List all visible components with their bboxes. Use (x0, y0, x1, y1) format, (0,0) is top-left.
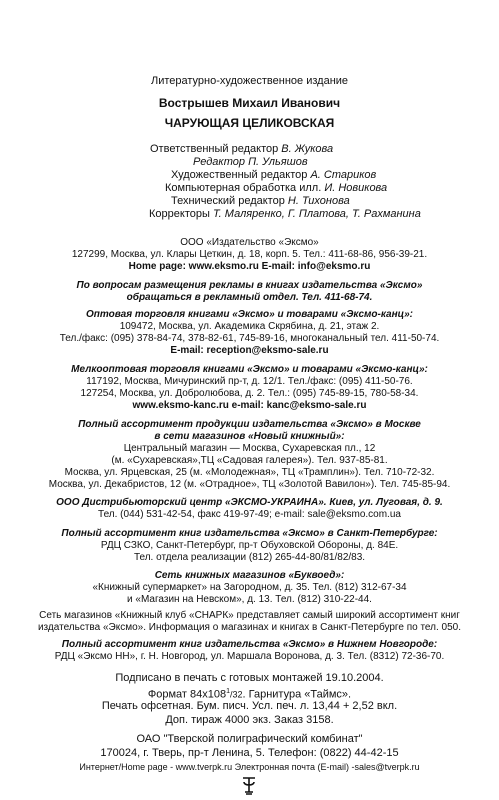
small-wholesale-heading: Мелкооптовая торговля книгами «Эксмо» и товарами «Эксмо-канц»: (71, 364, 428, 375)
ukraine-line-1: ООО Дистрибьюторский центр «ЭКСМО-УКРАИНА». Киев, ул. Луговая, д. 9. (56, 497, 443, 508)
nnovgorod-line-1: РДЦ «Эксмо НН», г. Н. Новгород, ул. Маршала Воронова, д. 3. Тел. (8312) 72-36-70. (54, 651, 445, 662)
print-signed: Подписано в печать с готовых монтажей 19.10.2004. (115, 672, 384, 684)
ukraine-line-2: Тел. (044) 531-42-54, факс 419-97-49; e-mail: sale@eksmo.com.ua (98, 509, 401, 520)
publisher-name: ООО «Издательство «Эксмо» (180, 237, 319, 248)
credit-image-processing: Компьютерная обработка илл. И. Новикова (165, 182, 388, 194)
spb-line-1: РДЦ СЗКО, Санкт-Петербург, пр-т Обуховской Обороны, д. 84Е. (100, 540, 399, 551)
printer-web: Интернет/Home page - www.tverpk.ru Электронная почта (E-mail) -sales@tverpk.ru (79, 762, 420, 772)
novy-knizhny-line-2: (м. «Сухаревская»,ТЦ «Садовая галерея»). Тел. 937-85-81. (111, 455, 388, 466)
bukvoed-heading: Сеть книжных магазинов «Буквоед»: (154, 570, 345, 581)
print-format: Формат $84х108^1/32$. Гарнитура «Таймс». (147, 688, 352, 701)
credit-editor: Редактор П. Ульяшов (193, 156, 308, 168)
wholesale-email: E-mail: reception@eksmo-sale.ru (170, 345, 329, 356)
novy-knizhny-line-1: Центральный магазин — Москва, Сухаревская пл., 12 (123, 443, 376, 454)
print-run: Доп. тираж 4000 экз. Заказ 3158. (165, 714, 334, 726)
advert-line-2: обращаться в рекламный отдел. Тел. 411-68-74. (126, 292, 373, 303)
wholesale-heading: Оптовая торговля книгами «Эксмо» и товарами «Эксмо-канц»: (85, 309, 414, 320)
publisher-web: Home page: www.eksmo.ru E-mail: info@eksmo.ru (128, 261, 371, 272)
bukvoed-line-2: и «Магазин на Невском», д. 13. Тел. (812) 310-22-44. (127, 594, 372, 605)
novy-knizhny-line-3: Москва, ул. Ярцевская, 25 (м. «Молодежная», ТЦ «Трамплин»). Тел. 710-72-32. (64, 467, 435, 478)
book-title: ЧАРУЮЩАЯ ЦЕЛИКОВСКАЯ (164, 116, 335, 130)
wholesale-address: 109472, Москва, ул. Академика Скрябина, д. 21, этаж 2. (119, 321, 380, 332)
credit-art-editor: Художественный редактор А. Стариков (171, 169, 377, 181)
small-wholesale-addr-2: 127254, Москва, ул. Добролюбова, д. 2. Тел.: (095) 745-89-15, 780-58-34. (80, 388, 419, 399)
printer-address: 170024, г. Тверь, пр-т Ленина, 5. Телефон: (0822) 44-42-15 (100, 747, 399, 759)
small-wholesale-addr-1: 117192, Москва, Мичуринский пр-т, д. 12/1. Тел./факс: (095) 411-50-76. (86, 376, 413, 387)
snark-line-2: издательства «Эксмо». Информация о магазинах и книгах в Санкт-Петербурге по тел. 050. (37, 622, 462, 633)
printer-logo-icon (240, 776, 258, 796)
credit-proofreaders: Корректоры Т. Маляренко, Г. Платова, Т. Рахманина (149, 208, 421, 220)
advert-line-1: По вопросам размещения рекламы в книгах издательства «Эксмо» (76, 280, 423, 291)
spb-line-2: Тел. отдела реализации (812) 265-44-80/81/82/83. (133, 552, 366, 563)
credit-tech-editor: Технический редактор Н. Тихонова (171, 195, 350, 207)
novy-knizhny-line-4: Москва, ул. Декабристов, 12 (м. «Отрадное», ТЦ «Золотой Вавилон»). Тел. 745-85-94. (48, 479, 451, 490)
print-paper: Печать офсетная. Бум. писч. Усл. печ. л. 13,44 + 2,52 вкл. (101, 700, 398, 712)
nnovgorod-heading: Полный ассортимент книг издательства «Эксмо» в Нижнем Новгороде: (61, 639, 438, 650)
bukvoed-line-1: «Книжный супермаркет» на Загородном, д. 35. Тел. (812) 312-67-34 (92, 582, 407, 593)
snark-line-1: Сеть магазинов «Книжный клуб «СНАРК» представляет самый широкий ассортимент книг (39, 610, 460, 621)
edition-type: Литературно-художественное издание (150, 75, 349, 87)
small-wholesale-web: www.eksmo-kanc.ru e-mail: kanc@eksmo-sale.ru (132, 400, 367, 411)
wholesale-phone: Тел./факс: (095) 378-84-74, 378-82-61, 745-89-16, многоканальный тел. 411-50-74. (59, 333, 440, 344)
spb-heading: Полный ассортимент книг издательства «Эксмо» в Санкт-Петербурге: (61, 528, 438, 539)
credit-responsible-editor: Ответственный редактор В. Жукова (150, 143, 334, 155)
novy-knizhny-heading-1: Полный ассортимент продукции издательства «Эксмо» в Москве (78, 419, 421, 430)
author-name: Вострышев Михаил Иванович (158, 96, 341, 110)
novy-knizhny-heading-2: в сети магазинов «Новый книжный»: (154, 431, 345, 442)
publisher-address: 127299, Москва, ул. Клары Цеткин, д. 18, корп. 5. Тел.: 411-68-86, 956-39-21. (71, 249, 428, 260)
printer-name: ОАО "Тверской полиграфический комбинат" (136, 733, 363, 745)
